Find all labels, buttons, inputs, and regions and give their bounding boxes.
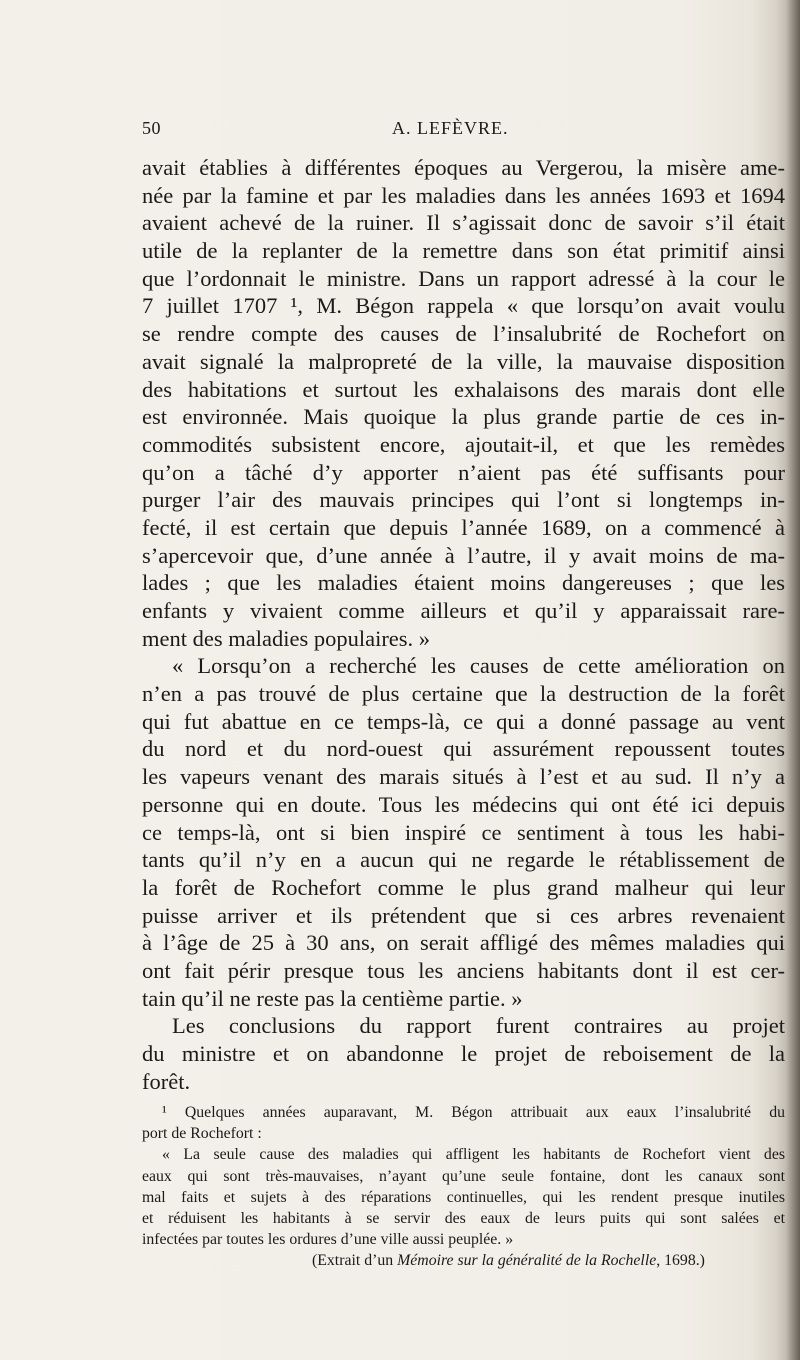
body-line: utile de la replanter de la remettre dans son état primitif ainsi bbox=[142, 238, 785, 264]
body-line: avait établies à différentes époques au Vergerou, la misère ame- bbox=[142, 155, 785, 180]
body-line: les vapeurs venant des marais situés à l’est et au sud. Il n’y a bbox=[142, 764, 785, 790]
body-line: avait signalé la malpropreté de la ville, la mauvaise disposition bbox=[142, 348, 785, 374]
body-line: « Lorsqu’on a recherché les causes de cette amélioration on bbox=[172, 653, 785, 679]
body-line: s’apercevoir que, d’une année à l’autre, il y avait moins de ma- bbox=[142, 542, 785, 568]
body-line: enfants y vivaient comme ailleurs et qu’il y apparaissait rare- bbox=[142, 598, 785, 623]
source-suffix: , 1698.) bbox=[656, 1252, 705, 1270]
body-line: ont fait périr presque tous les anciens habitants dont il est cer- bbox=[142, 957, 785, 983]
footnote-line: et réduisent les habitants à se servir des eaux de leurs puits qui sont salées et bbox=[142, 1209, 785, 1227]
body-line: puisse arriver et ils prétendent que si ces arbres revenaient bbox=[142, 902, 785, 928]
body-line: lades ; que les maladies étaient moins dangereuses ; que les bbox=[142, 570, 785, 596]
page-edge-shadow bbox=[786, 0, 800, 1360]
running-head: A. LEFÈVRE. bbox=[392, 118, 509, 138]
body-line: se rendre compte des causes de l’insalubrité de Rochefort on bbox=[142, 321, 785, 347]
footnotes bbox=[142, 1102, 785, 1272]
body-line: n’en a pas trouvé de plus certaine que la destruction de la forêt bbox=[142, 681, 785, 707]
body-line: du nord et du nord-ouest qui assurément repoussent toutes bbox=[142, 736, 785, 762]
body-line: personne qui en doute. Tous les médecins qui ont été ici depuis bbox=[142, 791, 785, 817]
body-line: du ministre et on abandonne le projet de reboisement de la bbox=[142, 1041, 785, 1066]
body-line: ce temps-là, ont si bien inspiré ce sentiment à tous les habi- bbox=[142, 819, 785, 845]
body-line: tain qu’il ne reste pas la centième partie. » bbox=[142, 985, 523, 1011]
body-line: avaient achevé de la ruiner. Il s’agissait donc de savoir s’il était bbox=[142, 210, 785, 236]
body-line: fecté, il est certain que depuis l’année 1689, on a commencé à bbox=[142, 514, 785, 540]
footnote-line: ¹ Quelques années auparavant, M. Bégon attribuait aux eaux l’insalubrité du bbox=[162, 1104, 785, 1121]
body-line: est environnée. Mais quoique la plus grande partie de ces in- bbox=[142, 404, 785, 430]
body-line: née par la famine et par les maladies dans les années 1693 et 1694 bbox=[142, 182, 785, 208]
body-line: qui fut abattue en ce temps-là, ce qui a donné passage au vent bbox=[142, 708, 785, 734]
body-text bbox=[142, 154, 785, 1095]
body-line: des habitations et surtout les exhalaisons des marais dont elle bbox=[142, 376, 785, 402]
footnote-line: infectées par toutes les ordures d’une ville aussi peuplée. » bbox=[142, 1231, 514, 1249]
footnote-source bbox=[142, 1250, 785, 1271]
body-line: à l’âge de 25 à 30 ans, on serait affligé des mêmes maladies qui bbox=[142, 930, 785, 956]
footnote-line: port de Rochefort : bbox=[142, 1125, 262, 1143]
body-line: la forêt de Rochefort comme le plus grand malheur qui leur bbox=[142, 874, 785, 900]
source-title: Mémoire sur la généralité de la Rochelle bbox=[397, 1252, 657, 1270]
body-line: que l’ordonnait le ministre. Dans un rapport adressé à la cour le bbox=[142, 265, 785, 291]
source-prefix: (Extrait d’un bbox=[312, 1252, 398, 1270]
body-line: tants qu’il n’y en a aucun qui ne regarde le rétablissement de bbox=[142, 847, 785, 873]
footnote-line: eaux qui sont très-mauvaises, n’ayant qu’une seule fontaine, dont les canaux sont bbox=[142, 1167, 785, 1185]
body-line: qu’on a tâché d’y apporter n’aient pas été suffisants pour bbox=[142, 459, 785, 485]
footnote-line: « La seule cause des maladies qui affligent les habitants de Rochefort vient des bbox=[162, 1146, 785, 1164]
body-line: commodités subsistent encore, ajoutait-il, et que les remèdes bbox=[142, 431, 785, 457]
body-line: forêt. bbox=[142, 1068, 191, 1094]
body-line: 7 juillet 1707 ¹, M. Bégon rappela « que lorsqu’on avait voulu bbox=[142, 293, 785, 319]
page-header bbox=[142, 118, 785, 148]
body-line: Les conclusions du rapport furent contraires au projet bbox=[172, 1013, 785, 1039]
page-number: 50 bbox=[142, 118, 161, 138]
body-line: ment des maladies populaires. » bbox=[142, 625, 431, 651]
body-line: purger l’air des mauvais principes qui l’ont si longtemps in- bbox=[142, 487, 785, 513]
footnote-line: mal faits et sujets à des réparations continuelles, qui les rendent presque inutiles bbox=[142, 1188, 785, 1206]
